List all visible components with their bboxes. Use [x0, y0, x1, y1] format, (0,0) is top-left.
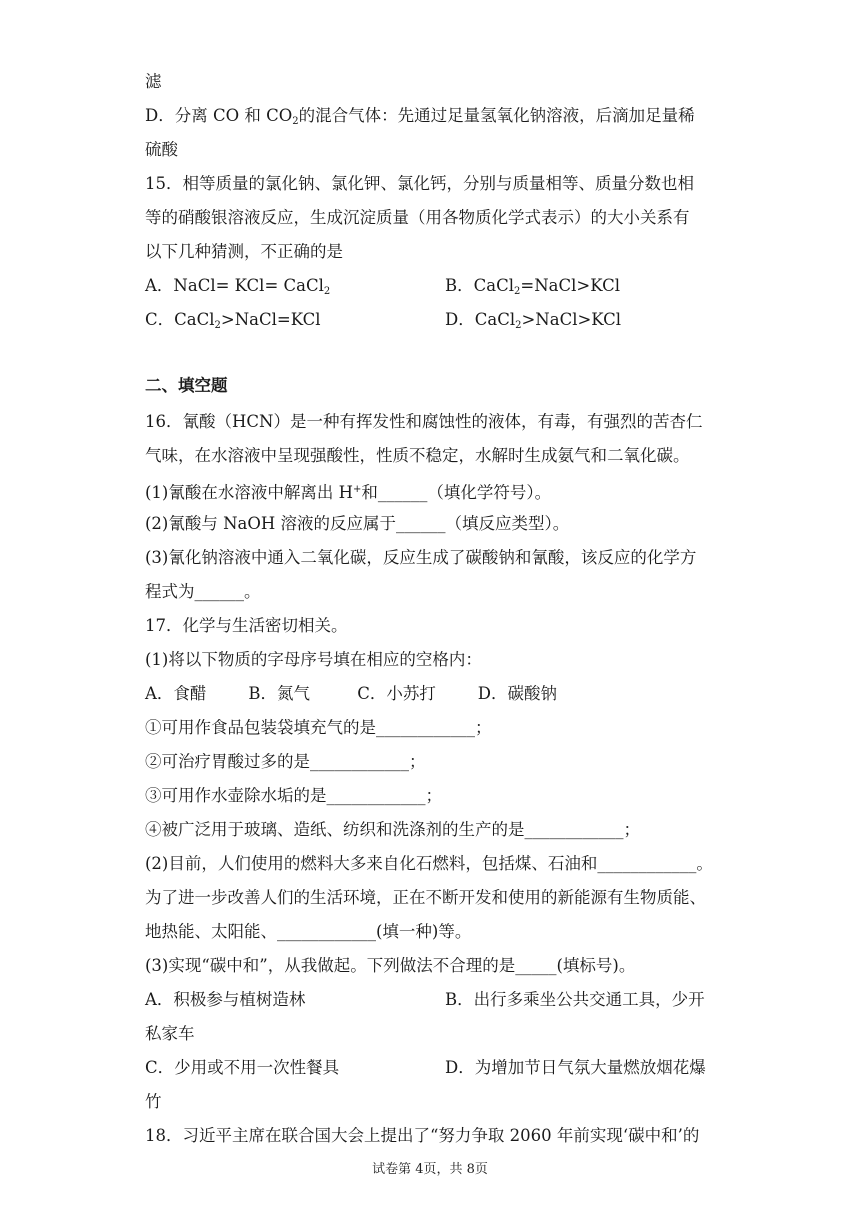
q15-option-d	[445, 308, 621, 338]
text-span: D．分离 CO 和 CO	[145, 106, 293, 125]
q15-option-b	[445, 274, 620, 304]
q17-option-b: B．出行多乘坐公共交通工具，少开	[445, 990, 705, 1009]
text-span: (1)氰酸在水溶液中解离出 H	[145, 483, 354, 502]
text-line: 以下几种猜测，不正确的是	[145, 242, 343, 261]
text-line: 地热能、太阳能、____________(填一种)等。	[145, 922, 472, 941]
text-line: 滤	[145, 72, 162, 91]
q17-option-c: C．少用或不用一次性餐具	[145, 1058, 340, 1077]
q17-options: A．食醋 B．氮气 C．小苏打 D．碳酸钠	[145, 684, 558, 703]
q17-part-1: (1)将以下物质的字母序号填在相应的空格内：	[145, 650, 482, 669]
q17-item-4: ④被广泛用于玻璃、造纸、纺织和洗涤剂的生产的是____________；	[145, 820, 640, 839]
text-line: 程式为______。	[145, 582, 261, 601]
q17-part-3: (3)实现“碳中和”，从我做起。下列做法不合理的是_____(填标号)。	[145, 956, 636, 975]
text-line: 竹	[145, 1092, 162, 1111]
q17-item-3: ③可用作水壶除水垢的是____________；	[145, 786, 442, 805]
text-line: 私家车	[145, 1024, 195, 1043]
question-17-text: 17．化学与生活密切相关。	[145, 616, 348, 635]
text-span: =NaCl>KCl	[520, 276, 620, 295]
q17-part-2: (2)目前，人们使用的燃料大多来自化石燃料，包括煤、石油和____________。	[145, 854, 713, 873]
subscript: 2	[515, 320, 522, 331]
text-line: 硫酸	[145, 140, 178, 159]
text-line: 为了进一步改善人们的生活环境，正在不断开发和使用的新能源有生物质能、	[145, 888, 706, 907]
q15-option-a	[145, 274, 330, 304]
text-span: >NaCl>KCl	[521, 310, 622, 329]
page-footer: 试卷第 4页，共 8页	[372, 1162, 488, 1177]
q17-option-a: A．积极参与植树造林	[145, 990, 306, 1009]
q16-part-1	[145, 478, 551, 505]
section-heading: 二、填空题	[145, 376, 228, 395]
text-span: D．CaCl	[445, 310, 516, 329]
text-span: >NaCl=KCl	[220, 310, 321, 329]
question-18-text: 18．习近平主席在联合国大会上提出了“努力争取 2060 年前实现‘碳中和’的	[145, 1126, 700, 1145]
q17-item-2: ②可治疗胃酸过多的是____________；	[145, 752, 426, 771]
subscript: 2	[214, 320, 221, 331]
subscript: 2	[292, 116, 299, 127]
text-line: 等的硝酸银溶液反应，生成沉淀质量（用各物质化学式表示）的大小关系有	[145, 208, 690, 227]
q17-option-d: D．为增加节日气氛大量燃放烟花爆	[445, 1058, 706, 1077]
option-d-line	[145, 104, 695, 134]
text-line: 气味，在水溶液中呈现强酸性，性质不稳定，水解时生成氨气和二氧化碳。	[145, 446, 690, 465]
text-span: 的混合气体：先通过足量氢氧化钠溶液，后滴加足量稀	[298, 106, 695, 125]
question-16-text: 16．氰酸（HCN）是一种有挥发性和腐蚀性的液体，有毒，有强烈的苦杏仁	[145, 412, 703, 431]
text-span: 和______（填化学符号）。	[361, 483, 552, 502]
subscript: 2	[323, 286, 331, 297]
q15-option-c	[145, 308, 321, 338]
text-span: C．CaCl	[145, 310, 215, 329]
superscript: +	[353, 484, 362, 495]
question-15-text: 15．相等质量的氯化钠、氯化钾、氯化钙，分别与质量相等、质量分数也相	[145, 174, 694, 193]
q16-part-2: (2)氰酸与 NaOH 溶液的反应属于______（填反应类型）。	[145, 514, 570, 533]
q17-item-1: ①可用作食品包装袋填充气的是____________；	[145, 718, 492, 737]
q16-part-3: (3)氰化钠溶液中通入二氧化碳，反应生成了碳酸钠和氰酸，该反应的化学方	[145, 548, 697, 567]
subscript: 2	[514, 286, 521, 297]
text-span: A．NaCl= KCl= CaCl	[145, 276, 324, 295]
text-span: B．CaCl	[445, 276, 514, 295]
